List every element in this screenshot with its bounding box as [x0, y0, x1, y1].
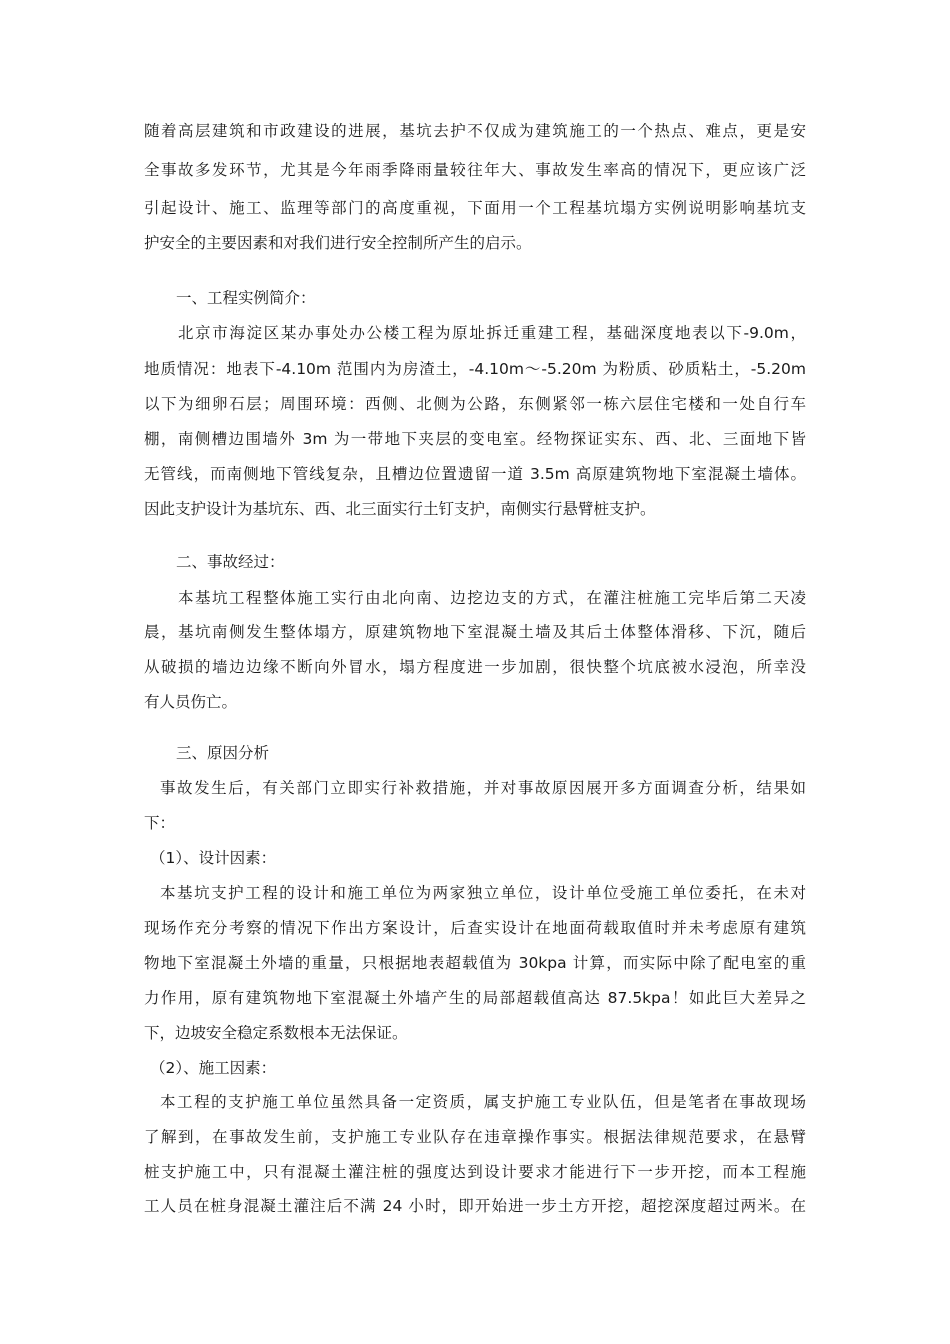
- factor1-heading: （1）、设计因素：: [150, 849, 277, 867]
- factor1-line-3: 物地下室混凝土外墙的重量，只根据地表超载值为 30kpa 计算，而实际中除了配电室的重: [144, 954, 806, 972]
- factor2-line-3: 桩支护施工中，只有混凝土灌注桩的强度达到设计要求才能进行下一步开挖，而本工程施: [144, 1163, 806, 1181]
- section3-line-2: 下：: [144, 814, 176, 832]
- factor1-line-1: 本基坑支护工程的设计和施工单位为两家独立单位，设计单位受施工单位委托，在未对: [160, 884, 806, 902]
- intro-line-3: 引起设计、施工、监理等部门的高度重视，下面用一个工程基坑塌方实例说明影响基坑支: [144, 199, 806, 217]
- intro-line-2: 全事故多发环节，尤其是今年雨季降雨量较往年大、事故发生率高的情况下，更应该广泛: [144, 161, 806, 179]
- factor2-line-4: 工人员在桩身混凝土灌注后不满 24 小时，即开始进一步土方开挖，超挖深度超过两米。在: [144, 1197, 806, 1215]
- section2-line-2: 晨，基坑南侧发生整体塌方，原建筑物地下室混凝土墙及其后土体整体滑移、下沉，随后: [144, 623, 806, 641]
- section1-line-6: 因此支护设计为基坑东、西、北三面实行土钉支护，南侧实行悬臂桩支护。: [144, 500, 656, 518]
- section2-line-3: 从破损的墙边边缘不断向外冒水，塌方程度进一步加剧，很快整个坑底被水浸泡，所幸没: [144, 658, 806, 676]
- section3-line-1: 事故发生后，有关部门立即实行补救措施，并对事故原因展开多方面调查分析，结果如: [160, 779, 806, 797]
- section2-line-1: 本基坑工程整体施工实行由北向南、边挖边支的方式，在灌注桩施工完毕后第二天凌: [178, 589, 806, 607]
- factor1-line-2: 现场作充分考察的情况下作出方案设计，后查实设计在地面荷载取值时并未考虑原有建筑: [144, 919, 806, 937]
- section1-line-1: 北京市海淀区某办事处办公楼工程为原址拆迁重建工程，基础深度地表以下-9.0m，: [178, 324, 806, 342]
- intro-line-4: 护安全的主要因素和对我们进行安全控制所产生的启示。: [144, 234, 532, 252]
- factor1-line-4: 力作用，原有建筑物地下室混凝土外墙产生的局部超载值高达 87.5kpa！如此巨大差异之: [144, 989, 806, 1007]
- section1-line-5: 无管线，而南侧地下管线复杂，且槽边位置遗留一道 3.5m 高原建筑物地下室混凝土墙体。: [144, 465, 806, 483]
- factor2-heading: （2）、施工因素：: [150, 1059, 277, 1077]
- factor2-line-2: 了解到，在事故发生前，支护施工专业队存在违章操作事实。根据法律规范要求，在悬臂: [144, 1128, 806, 1146]
- section1-line-4: 棚，南侧槽边围墙外 3m 为一带地下夹层的变电室。经物探证实东、西、北、三面地下皆: [144, 430, 806, 448]
- section3-heading: 三、原因分析: [176, 744, 270, 762]
- section1-heading: 一、工程实例简介：: [176, 289, 316, 307]
- section2-line-4: 有人员伤亡。: [144, 693, 238, 711]
- section2-heading: 二、事故经过：: [176, 553, 285, 571]
- factor2-line-1: 本工程的支护施工单位虽然具备一定资质，属支护施工专业队伍，但是笔者在事故现场: [160, 1093, 806, 1111]
- intro-line-1: 随着高层建筑和市政建设的进展，基坑去护不仅成为建筑施工的一个热点、难点，更是安: [144, 122, 806, 140]
- section1-line-2: 地质情况：地表下-4.10m 范围内为房渣土，-4.10m～-5.20m 为粉质、砂质粘土，-5.20m: [144, 360, 806, 378]
- section1-line-3: 以下为细卵石层；周围环境：西侧、北侧为公路，东侧紧邻一栋六层住宅楼和一处自行车: [144, 395, 806, 413]
- factor1-line-5: 下，边坡安全稳定系数根本无法保证。: [144, 1024, 408, 1042]
